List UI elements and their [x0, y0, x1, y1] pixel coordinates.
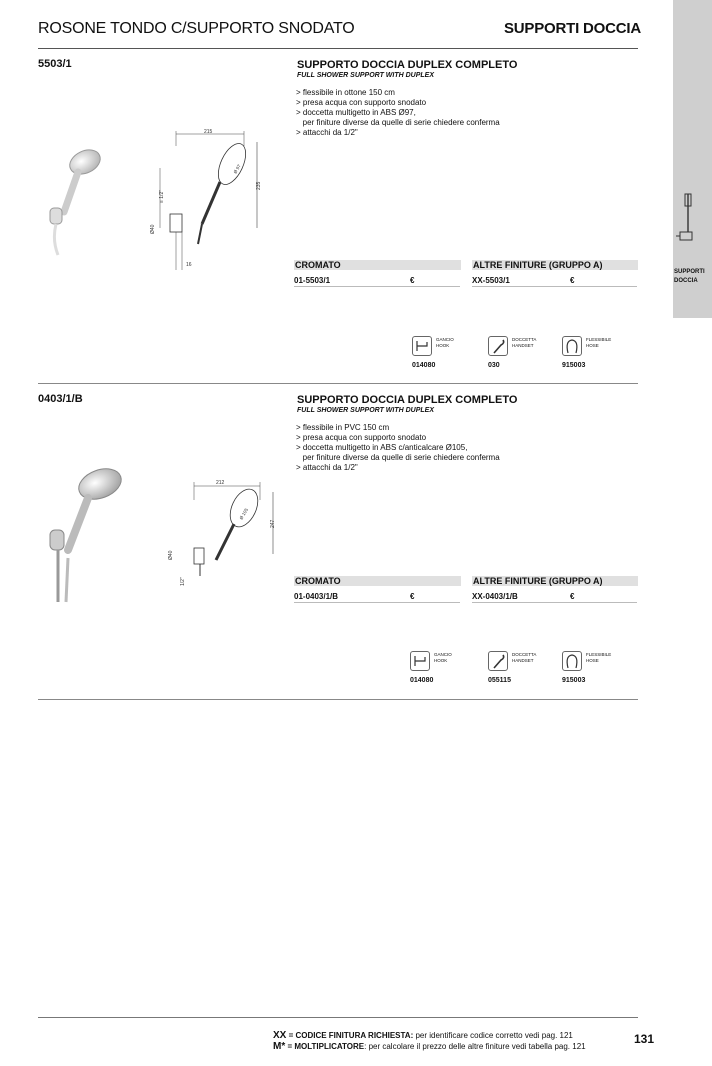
feature-item: > attacchi da 1/2"	[296, 128, 358, 137]
price-cell-cromato	[294, 592, 460, 603]
column-label-cromato: CROMATO	[294, 576, 461, 586]
accessory-label: GANCIO	[434, 652, 452, 657]
technical-drawing	[140, 128, 270, 270]
accessory-label-en: HOSE	[586, 343, 599, 348]
feature-item: > flessibile in PVC 150 cm	[296, 423, 390, 432]
side-tab-line2: DOCCIA	[674, 278, 698, 284]
column-label-altre: ALTRE FINITURE (GRUPPO A)	[472, 260, 638, 270]
product-code: 5503/1	[38, 58, 72, 70]
product-code-cromato: 01-5503/1	[294, 276, 331, 285]
currency-symbol: €	[570, 592, 575, 601]
product-title: SUPPORTO DOCCIA DUPLEX COMPLETO	[297, 394, 518, 406]
accessory-code: 915003	[562, 677, 586, 684]
feature-item: > presa acqua con supporto snodato	[296, 98, 427, 107]
side-tab-line1: SUPPORTI	[674, 269, 705, 275]
footer-m-key: M*	[273, 1041, 286, 1052]
feature-list	[296, 423, 500, 473]
section-divider	[38, 383, 638, 384]
side-tab-label	[674, 268, 705, 286]
accessory-label: GANCIO	[436, 337, 454, 342]
accessory-code: 915003	[562, 362, 586, 369]
accessory-label: FLESSIBILE	[586, 652, 612, 657]
product-code-altre: XX-0403/1/B	[472, 592, 518, 601]
footer-m-bold: = MOLTIPLICATORE	[285, 1042, 365, 1051]
product-subtitle: FULL SHOWER SUPPORT WITH DUPLEX	[297, 72, 435, 79]
feature-item: > presa acqua con supporto snodato	[296, 433, 427, 442]
dim-height-label: 235	[256, 181, 262, 190]
feature-item: > flessibile in ottone 150 cm	[296, 88, 395, 97]
footer-xx-key: XX	[273, 1030, 287, 1041]
dim-dia-label: Ø 105	[238, 507, 249, 521]
feature-item: > doccetta multigetto in ABS c/anticalcare Ø105,	[296, 443, 468, 452]
product-code-altre: XX-5503/1	[472, 276, 510, 285]
section-title: SUPPORTI DOCCIA	[504, 20, 642, 37]
handset-icon	[488, 651, 508, 671]
dim-thread-label: 1/2"	[180, 577, 186, 586]
price-cell-cromato	[294, 276, 460, 287]
accessory-label: FLESSIBILE	[586, 337, 612, 342]
page-number: 131	[634, 1032, 655, 1046]
product-photo	[40, 140, 110, 270]
page-title: ROSONE TONDO C/SUPPORTO SNODATO	[38, 20, 355, 37]
column-label-cromato: CROMATO	[294, 260, 461, 270]
hose-icon	[562, 336, 582, 356]
accessory-hose	[562, 651, 612, 684]
dim-thread-label: ≡ 1/2"	[159, 189, 165, 203]
accessory-label: DOCCETTA	[512, 652, 537, 657]
footer-note-m	[273, 1041, 586, 1052]
dim-width-label: 212	[216, 480, 225, 486]
accessory-code: 030	[488, 362, 500, 369]
hook-icon	[410, 651, 430, 671]
product-code: 0403/1/B	[38, 393, 83, 405]
footer-m-text: : per calcolare il prezzo delle altre finiture vedi tabella pag. 121	[364, 1042, 586, 1051]
accessory-label-en: HOSE	[586, 658, 599, 663]
dim-height-label: 247	[270, 519, 276, 528]
dim-rosette-label: Ø40	[168, 550, 174, 560]
price-cell-altre	[472, 592, 637, 603]
dim-dia-label: Ø 97	[232, 163, 242, 175]
accessory-hook	[410, 651, 452, 684]
accessory-code: 055115	[488, 677, 511, 684]
accessory-label-en: HOOK	[434, 658, 448, 663]
accessory-hook	[412, 336, 454, 369]
feature-item: per finiture diverse da quelle di serie chiedere conferma	[296, 118, 500, 127]
dim-rosette-label: Ø40	[150, 224, 156, 234]
accessory-handset	[488, 651, 537, 684]
accessory-label-en: HANDSET	[512, 658, 534, 663]
currency-symbol: €	[570, 276, 575, 285]
currency-symbol: €	[410, 276, 415, 285]
footer-note-xx	[273, 1030, 573, 1041]
product-title: SUPPORTO DOCCIA DUPLEX COMPLETO	[297, 59, 518, 71]
section-divider	[38, 699, 638, 700]
accessory-label: DOCCETTA	[512, 337, 537, 342]
footer-xx-text: per identificare codice corretto vedi pag. 121	[413, 1031, 573, 1040]
accessory-label-en: HANDSET	[512, 343, 534, 348]
column-label-altre: ALTRE FINITURE (GRUPPO A)	[472, 576, 638, 586]
feature-item: per finiture diverse da quelle di serie chiedere conferma	[296, 453, 500, 462]
header-divider	[38, 48, 638, 49]
product-code-cromato: 01-0403/1/B	[294, 592, 339, 601]
currency-symbol: €	[410, 592, 415, 601]
accessory-hose	[562, 336, 612, 369]
feature-list	[296, 88, 500, 138]
dim-width-label: 215	[204, 129, 213, 135]
accessory-code: 014080	[410, 677, 434, 684]
footer-divider	[38, 1017, 638, 1018]
hook-icon	[412, 336, 432, 356]
handset-icon	[488, 336, 508, 356]
accessory-code: 014080	[412, 362, 436, 369]
price-cell-altre	[472, 276, 637, 287]
hose-icon	[562, 651, 582, 671]
dim-depth-label: 16	[186, 262, 192, 268]
accessory-handset	[488, 336, 537, 369]
product-subtitle: FULL SHOWER SUPPORT WITH DUPLEX	[297, 407, 435, 414]
accessory-label-en: HOOK	[436, 343, 450, 348]
shower-tab-icon	[676, 192, 698, 250]
feature-item: > attacchi da 1/2"	[296, 463, 358, 472]
technical-drawing	[160, 478, 280, 590]
feature-item: > doccetta multigetto in ABS Ø97,	[296, 108, 416, 117]
product-photo	[42, 462, 132, 607]
footer-xx-bold: = CODICE FINITURA RICHIESTA:	[286, 1031, 414, 1040]
